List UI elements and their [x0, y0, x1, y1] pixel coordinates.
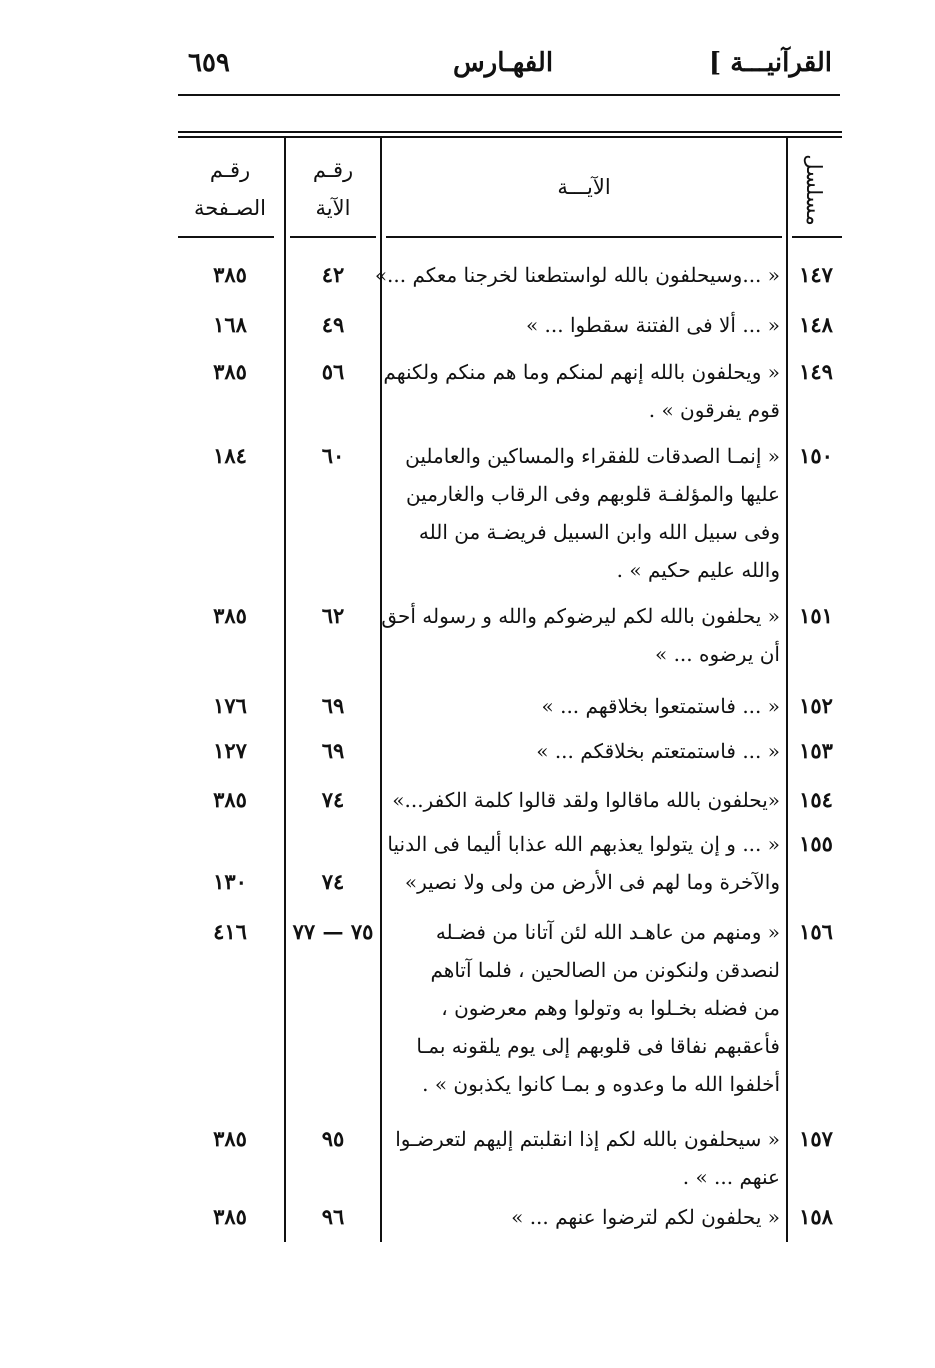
serial-number: ١٥٢	[799, 693, 833, 718]
serial-number: ١٤٧	[799, 262, 833, 287]
column-divider-verse-text	[380, 138, 382, 1242]
column-header-verse-number-1: رقـم	[312, 158, 354, 182]
verse-number: ٦٩	[321, 693, 345, 718]
page-reference: ٣٨٥	[213, 1204, 247, 1229]
verse-line: وفى سبيل الله وابن السبيل فريضـة من الله	[418, 520, 780, 544]
verse-number: ٦٠	[321, 443, 345, 468]
column-header-verse-number-2: الآية	[315, 196, 351, 220]
header-underline-verse	[386, 236, 782, 238]
page-reference: ١٦٨	[213, 312, 247, 337]
page-reference: ٣٨٥	[213, 1126, 247, 1151]
verse-text	[388, 306, 780, 344]
verse-text	[388, 1198, 780, 1236]
verse-number: ٧٥ — ٧٧	[292, 919, 374, 944]
serial-number: ١٥٨	[799, 1204, 833, 1229]
verse-number: ٩٦	[321, 1204, 345, 1229]
verse-number: ٤٩	[321, 312, 345, 337]
serial-number: ١٥٦	[799, 919, 833, 944]
verse-line: قوم يفرقون » .	[648, 398, 780, 422]
verse-text	[381, 597, 780, 673]
verse-line: أن يرضوه ... »	[654, 642, 780, 666]
verse-line: « ... ألا فى الفتنة سقطوا ... »	[525, 313, 780, 337]
verse-line: والله عليم حكيم » .	[616, 558, 780, 582]
column-divider-text-serial	[786, 138, 788, 1242]
column-header-verse: الآيـــة	[557, 175, 611, 199]
verse-line: « ومنهم من عاهـد الله لئن آتانا من فضـله	[435, 920, 780, 944]
verse-line: « ويحلفون بالله إنهم لمنكم وما هم منكم ولكنهم	[383, 360, 780, 384]
table-top-rule-inner	[178, 136, 842, 138]
header-title: الفهـارس	[452, 48, 554, 78]
page-reference: ١٨٤	[213, 443, 247, 468]
page-reference: ١٧٦	[213, 693, 247, 718]
serial-number: ١٥٥	[799, 831, 833, 856]
serial-number: ١٤٩	[799, 359, 833, 384]
verse-number: ٧٤	[321, 787, 345, 812]
verse-text	[388, 1120, 780, 1196]
verse-text	[383, 353, 780, 429]
header-underline-serial	[792, 236, 842, 238]
verse-text	[388, 913, 780, 1103]
table-top-rule	[178, 131, 842, 133]
verse-line: « ... و إن يتولوا يعذبهم الله عذابا أليما فى الدنيا	[387, 832, 780, 856]
verse-line: « يحلفون بالله لكم ليرضوكم والله و رسوله أحق	[381, 604, 780, 628]
verse-text	[388, 437, 780, 589]
running-header	[178, 40, 840, 92]
verse-line: لنصدقن ولنكونن من الصالحين ، فلما آتاهم	[430, 958, 780, 982]
serial-number: ١٥١	[799, 603, 833, 628]
verse-number: ٦٢	[321, 603, 345, 628]
verse-line: « يحلفون لكم لترضوا عنهم ... »	[511, 1205, 780, 1229]
serial-number: ١٥٤	[799, 787, 833, 812]
verse-line: « ... فاستمتعوا بخلاقهم ... »	[541, 694, 780, 718]
column-header-serial: مسلسل	[802, 154, 827, 226]
verse-line: أخلفوا الله ما وعدوه و بمـا كانوا يكذبون » .	[422, 1072, 780, 1096]
column-header-page-number-2: الصـفحة	[193, 196, 267, 220]
header-underline-page	[178, 236, 274, 238]
serial-number: ١٥٣	[799, 738, 833, 763]
page-reference: ٣٨٥	[213, 603, 247, 628]
verse-line: « إنمـا الصدقات للفقراء والمساكين والعاملين	[405, 444, 780, 468]
verse-line: « سيحلفون بالله لكم إذا انقلبتم إليهم لتعرضـوا	[395, 1127, 780, 1151]
page-reference: ٣٨٥	[213, 262, 247, 287]
page-reference: ٣٨٥	[213, 787, 247, 812]
verse-line: والآخرة وما لهم فى الأرض من ولى ولا نصير»	[404, 870, 780, 894]
verse-text	[388, 732, 780, 770]
verse-line: «يحلفون بالله ماقالوا ولقد قالوا كلمة الكفر...»	[392, 788, 780, 812]
serial-number: ١٥٠	[799, 443, 833, 468]
verse-number: ٦٩	[321, 738, 345, 763]
verse-number: ٩٥	[321, 1126, 345, 1151]
verse-line: « ... فاستمتعتم بخلاقكم ... »	[536, 739, 780, 763]
page-reference: ٣٨٥	[213, 359, 247, 384]
verse-text	[388, 781, 780, 819]
page-reference: ١٣٠	[213, 869, 247, 894]
verse-text	[388, 687, 780, 725]
verse-line: عليها والمؤلفـة قلوبهم وفى الرقاب والغارمين	[405, 482, 780, 506]
verse-line: فأعقبهم نفاقا فى قلوبهم إلى يوم يلقونه بمـا	[416, 1034, 780, 1058]
page-reference: ١٢٧	[213, 738, 247, 763]
column-divider-page-verse	[284, 138, 286, 1242]
column-header-page-number-1: رقـم	[209, 158, 251, 182]
page-number: ٦٥٩	[188, 48, 230, 78]
verse-number: ٧٤	[321, 869, 345, 894]
serial-number: ١٤٨	[799, 312, 833, 337]
verse-text	[374, 256, 780, 294]
verse-text	[388, 825, 780, 901]
header-section-title: القرآنيـــة ]	[708, 48, 832, 78]
verse-number: ٤٢	[321, 262, 345, 287]
verse-line: عنهم ... » .	[682, 1165, 780, 1189]
page-reference: ٤١٦	[213, 919, 247, 944]
header-rule	[178, 94, 840, 96]
verse-number: ٥٦	[321, 359, 345, 384]
header-underline-verse-number	[290, 236, 376, 238]
verse-line: « ...وسيحلفون بالله لواستطعنا لخرجنا معكم ...»	[374, 263, 780, 287]
verse-line: من فضله بخـلوا به وتولوا وهم معرضون ،	[441, 996, 780, 1020]
serial-number: ١٥٧	[799, 1126, 833, 1151]
